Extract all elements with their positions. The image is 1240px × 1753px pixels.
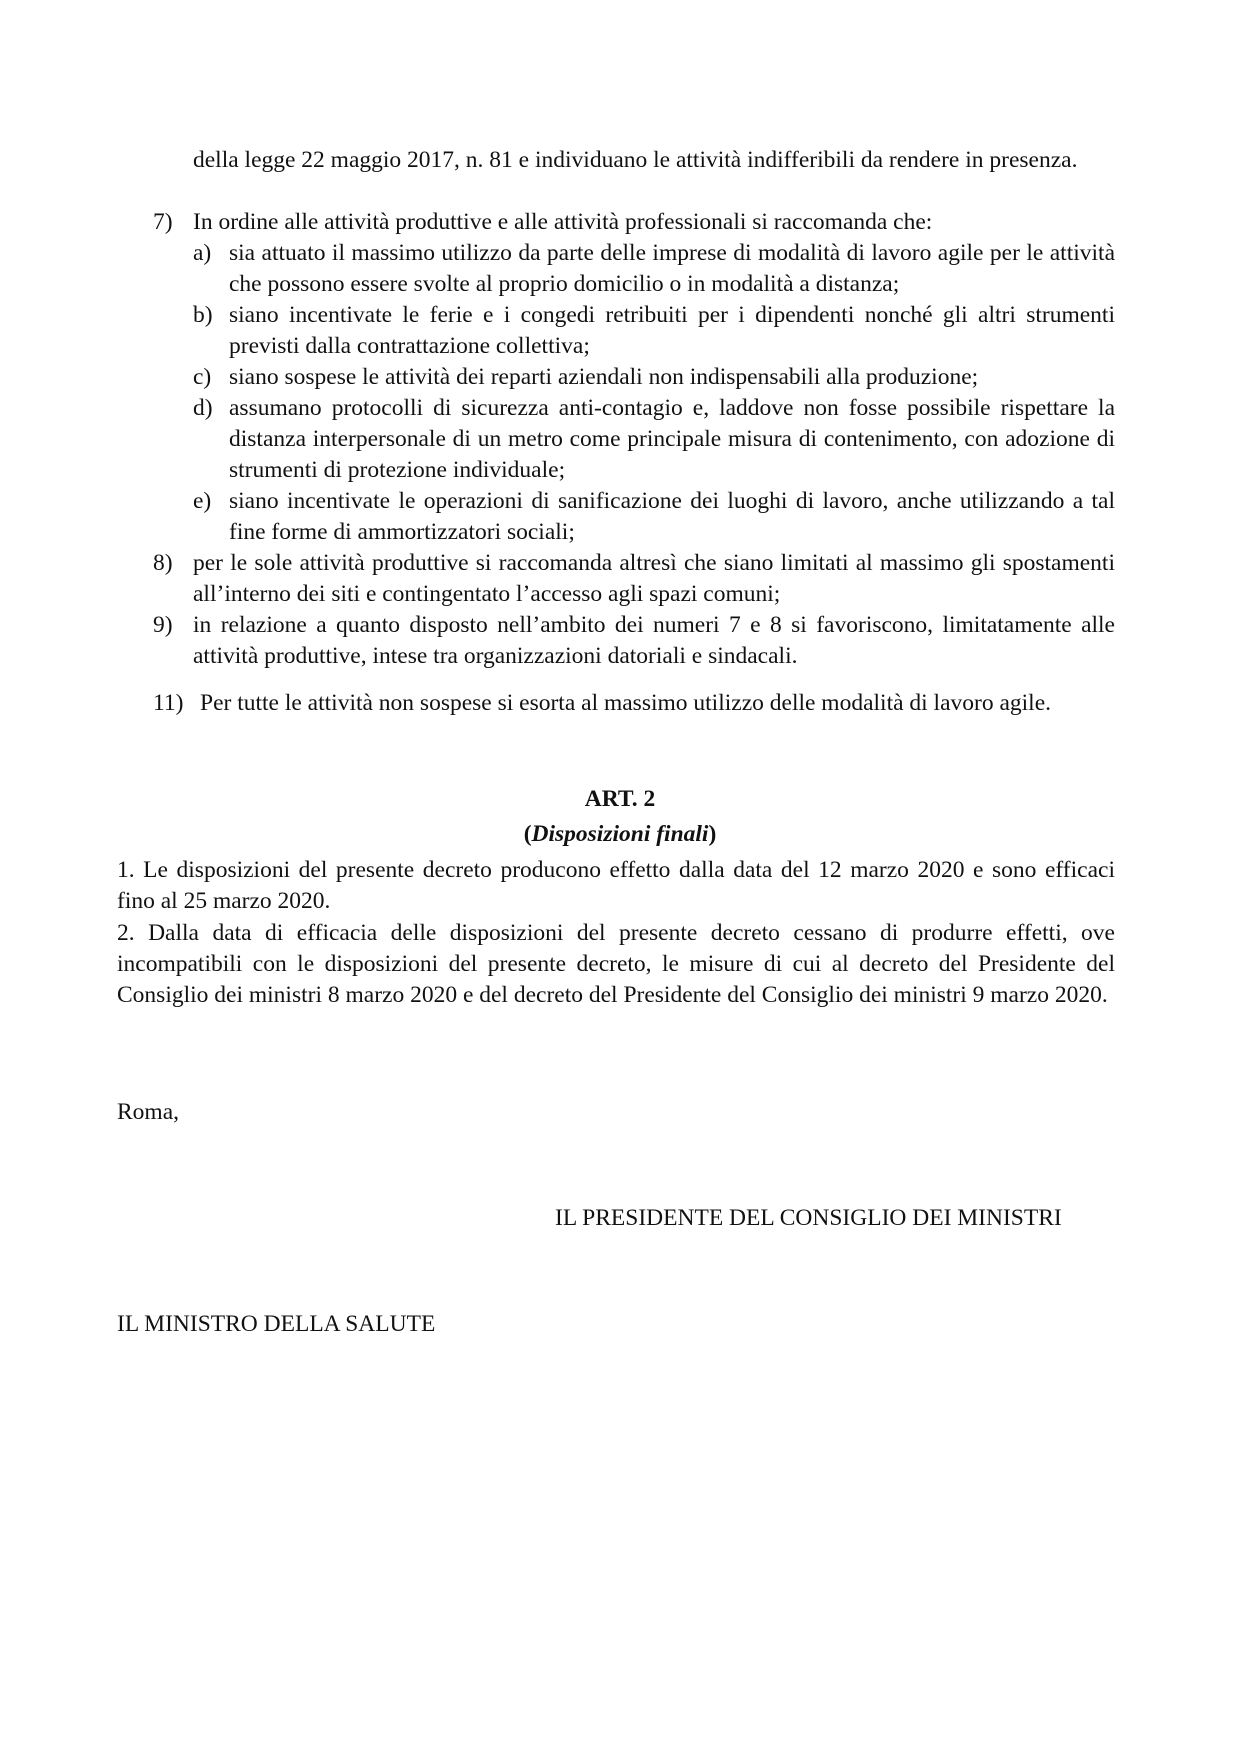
sub-item-label: d) <box>193 395 213 421</box>
item-text: In ordine alle attività produttive e alle attività professionali si raccomanda che: <box>193 209 933 235</box>
continuation-paragraph: della legge 22 maggio 2017, n. 81 e individuano le attività indifferibili da rendere in presenza. <box>193 147 1078 173</box>
sub-item-text: siano sospese le attività dei reparti aziendali non indispensabili alla produzione; <box>229 364 979 390</box>
sub-item-text: sia attuato il massimo utilizzo da parte delle imprese di modalità di lavoro agile per le attività che possono essere svolte al proprio domicilio o in modalità a distanza; <box>229 240 1115 297</box>
article-title: ART. 2 <box>584 786 656 812</box>
sub-item-text: siano incentivate le operazioni di sanificazione dei luoghi di lavoro, anche utilizzando a tal fine forme di ammortizzatori sociali; <box>229 488 1115 545</box>
item-text: per le sole attività produttive si raccomanda altresì che siano limitati al massimo gli spostamenti all’interno dei siti e contingentato l’accesso agli spazi comuni; <box>193 550 1115 607</box>
item-number: 9) <box>153 612 173 638</box>
item-number: 7) <box>153 209 173 235</box>
sub-item-text: assumano protocolli di sicurezza anti-contagio e, laddove non fosse possibile rispettare la distanza interpersonale di un metro come principale misura di contenimento, con adozione di strumenti di protezione individuale; <box>229 395 1115 483</box>
article-subtitle <box>0 819 1240 850</box>
item-text: Per tutte le attività non sospese si esorta al massimo utilizzo delle modalità di lavoro agile. <box>200 690 1052 716</box>
subtitle-text: Disposizioni finali <box>531 821 709 847</box>
sub-item-label: b) <box>193 302 213 328</box>
sub-item-text: siano incentivate le ferie e i congedi retribuiti per i dipendenti nonché gli altri strumenti previsti dalla contrattazione collettiva; <box>229 302 1115 359</box>
place-line: Roma, <box>117 1099 180 1125</box>
subtitle-open-paren: ( <box>523 821 532 847</box>
sub-item-label: c) <box>193 364 212 390</box>
item-number: 8) <box>153 550 173 576</box>
subtitle-close-paren: ) <box>708 821 717 847</box>
sub-item-label: e) <box>193 488 212 514</box>
signature-minister: IL MINISTRO DELLA SALUTE <box>117 1311 436 1337</box>
item-number: 11) <box>153 690 184 716</box>
sub-item-label: a) <box>193 240 212 266</box>
item-text: in relazione a quanto disposto nell’ambito dei numeri 7 e 8 si favoriscono, limitatamente alle attività produttive, intese tra organizzazioni datoriali e sindacali. <box>193 612 1115 669</box>
article-paragraph-2: 2. Dalla data di efficacia delle disposizioni del presente decreto cessano di produrre effetti, ove incompatibili con le disposizioni del presente decreto, le misure di cui al decreto del Presidente del Consiglio dei ministri 8 marzo 2020 e del decreto del Presidente del Consiglio dei ministri 9 marzo 2020. <box>117 920 1115 1008</box>
article-paragraph-1: 1. Le disposizioni del presente decreto producono effetto dalla data del 12 marzo 2020 e sono efficaci fino al 25 marzo 2020. <box>117 857 1115 914</box>
signature-president: IL PRESIDENTE DEL CONSIGLIO DEI MINISTRI <box>555 1205 1062 1231</box>
